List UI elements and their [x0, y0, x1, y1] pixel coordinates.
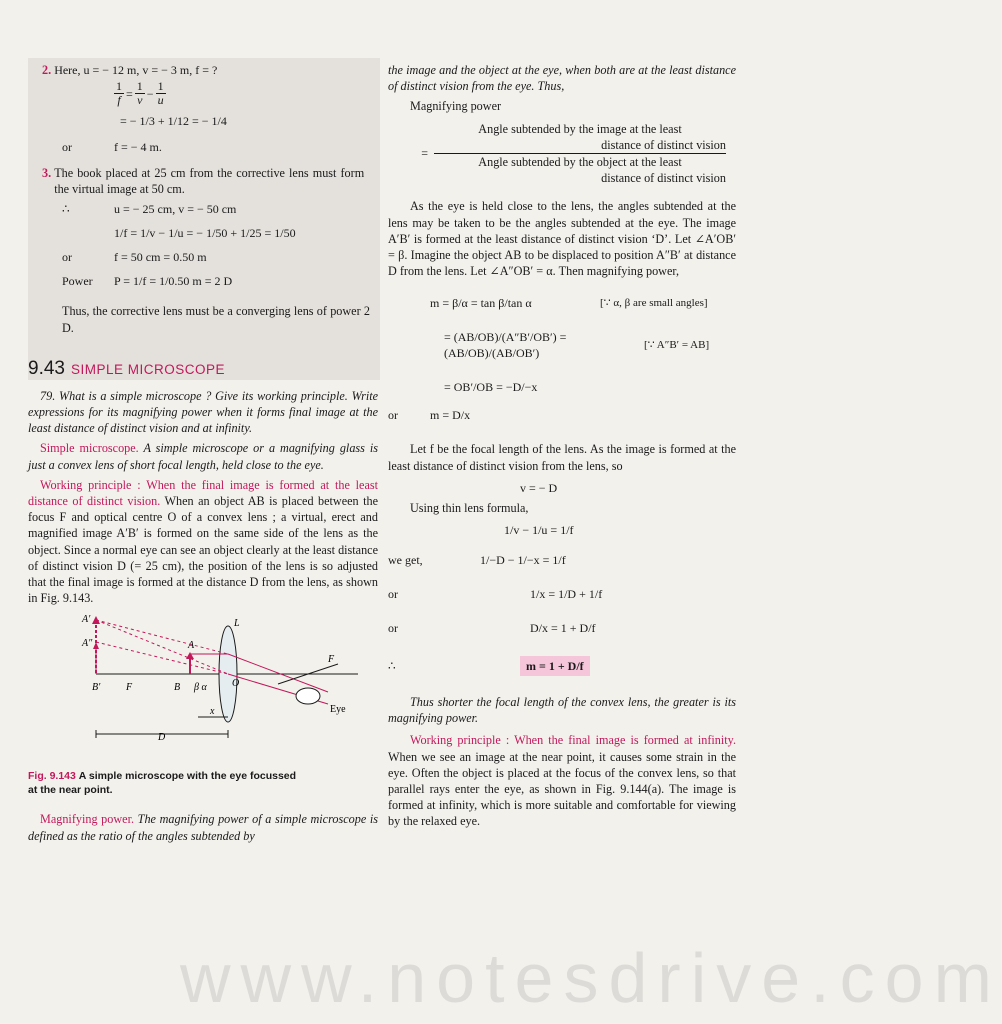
label-beta-alpha: β α	[194, 682, 207, 694]
ratio-numerator-2: distance of distinct vision	[434, 137, 726, 154]
q3-conclusion: Thus, the corrective lens must be a converging lens of power 2 D.	[62, 304, 370, 335]
label-f-right: F	[328, 654, 335, 666]
ratio-equals: =	[421, 146, 428, 161]
ratio-denominator-1: Angle subtended by the object at the least	[478, 155, 682, 170]
label-o: O	[232, 678, 240, 690]
q3-or: or	[62, 250, 72, 265]
q2-result: f = − 4 m.	[114, 140, 162, 154]
question-79: 79. What is a simple microscope ? Give its working principle. Write expressions for its magnifying power when it forms final image at the least distance of distinct vision and at infinity.	[28, 388, 378, 436]
q3-values-row	[62, 201, 378, 217]
magnifying-power-text: The magnifying power of a simple microscope is defined as the ratio of the angles subtended by	[28, 812, 378, 843]
final-row	[388, 656, 736, 676]
section-number: 9.43	[28, 357, 65, 379]
thin-lens-text: Using thin lens formula,	[410, 500, 529, 515]
figure-number: Fig. 9.143	[28, 770, 76, 783]
q2-given: Here, u = − 12 m, v = − 3 m, f = ?	[54, 63, 218, 77]
label-b: B	[174, 682, 181, 694]
q3-values: u = − 25 cm, v = − 50 cm	[114, 202, 237, 217]
object-arrowhead	[186, 652, 194, 659]
thin-lens-eq	[504, 522, 736, 538]
q3-eq-text: 1/f = 1/v − 1/u = − 1/50 + 1/25 = 1/50	[114, 226, 296, 241]
q2-v-den: v	[137, 93, 143, 107]
right-intro: the image and the object at the eye, when both are at the least distance of distinct vision from the eye. Thus,	[388, 63, 736, 94]
label-d: D	[158, 732, 166, 744]
m3-text: = OB′/OB = −D/−x	[444, 380, 538, 395]
q2-or: or	[62, 140, 72, 154]
q3-number: 3.	[42, 166, 52, 180]
q3-power: P = 1/f = 1/0.50 m = 2 D	[114, 274, 233, 289]
label-a-dprime: A″	[82, 638, 93, 650]
q3-power-row	[62, 273, 378, 289]
label-l: L	[234, 618, 240, 630]
q2-line	[42, 62, 378, 78]
or-3: or	[388, 621, 398, 636]
figure-caption	[28, 769, 298, 797]
displaced-arrowhead	[93, 642, 99, 649]
eye-paragraph: As the eye is held close to the lens, the angles subtended at the lens may be taken to be the angles subtended at the eye. The image A′B′ is formed at the least distance of distinct vision ‘D’. Let ∠A′OB′ = β. Imagine the object AB to be displaced to position A″B′ at distance D from the lens. Let ∠A″OB′ = α. Then magnifying power,	[388, 199, 736, 279]
working-principle-paragraph	[28, 477, 378, 607]
or-2: or	[388, 587, 398, 602]
figure-caption-text: A simple microscope with the eye focussed at the near point.	[28, 770, 297, 797]
or3-eq: D/x = 1 + D/f	[530, 621, 596, 636]
or3-row	[388, 620, 736, 636]
q2-v-num: 1	[136, 79, 143, 93]
label-eye: Eye	[330, 704, 346, 716]
label-b-prime: B′	[92, 682, 101, 694]
eye-icon	[296, 688, 320, 704]
q2-calc-text: = − 1/3 + 1/12 = − 1/4	[120, 114, 227, 128]
left-column	[28, 62, 378, 844]
label-f-left: F	[126, 682, 133, 694]
m-eq-3	[444, 379, 736, 395]
shorter-paragraph: Thus shorter the focal length of the convex lens, the greater is its magnifying power.	[388, 695, 736, 726]
therefore-symbol: ∴	[388, 659, 396, 674]
v-eq-text: v = − D	[520, 480, 558, 495]
watermark: www.notesdrive.com	[180, 939, 1002, 1017]
magnifying-power-paragraph	[28, 811, 378, 843]
thin-lens-label	[410, 500, 736, 516]
label-x: x	[210, 706, 215, 718]
infinity-term: Working principle : When the final image is formed at infinity.	[410, 733, 736, 748]
label-a: A	[188, 640, 195, 652]
m-eq-1	[430, 295, 736, 311]
we-get-eq: 1/−D − 1/−x = 1/f	[480, 553, 566, 568]
q3-equation	[114, 225, 378, 241]
microscope-diagram	[38, 612, 368, 762]
infinity-paragraph	[388, 732, 736, 829]
v-equation	[520, 480, 736, 496]
ratio-denominator-2: distance of distinct vision	[601, 171, 726, 186]
definition-paragraph	[28, 440, 378, 472]
or-1: or	[388, 408, 398, 423]
ray-dashed-3	[96, 620, 228, 654]
q3-f-row	[62, 249, 378, 265]
q2-f-den: f	[117, 93, 121, 107]
section-title: SIMPLE MICROSCOPE	[70, 361, 226, 377]
m2-note: [∵ A″B′ = AB]	[644, 339, 710, 352]
q2-number: 2.	[42, 63, 52, 77]
thin-eq-text: 1/v − 1/u = 1/f	[504, 523, 574, 538]
final-formula: m = 1 + D/f	[520, 656, 590, 676]
m2-text: = (AB/OB)/(A″B′/OB′) = (AB/OB)/(AB/OB′)	[444, 330, 567, 361]
or2-eq: 1/x = 1/D + 1/f	[530, 587, 603, 602]
magnifying-power-term: Magnifying power.	[40, 812, 135, 827]
working-principle-text: When an object AB is placed between the focus F and optical centre O of a convex lens ; a virtual, erect and magnified image A′B′ is formed on the same side of the lens as the object. Since a normal eye can see an object clearly at the least distance of distinct vision D (= 25 cm), the position of the lens is so adjusted that the final image is formed at the distance D from the lens, as shown in Fig. 9.143.	[28, 494, 379, 606]
ratio-fraction	[434, 121, 726, 187]
infinity-text: When we see an image at the near point, it causes some strain in the eye. Often the object is placed at the focus of the convex lens, so that parallel rays enter the eye, as shown in Fig. 9.144(a). The image is formed at infinity, which is more suitable and comfortable for viewing by the relaxed eye.	[388, 749, 736, 829]
q3-f: f = 50 cm = 0.50 m	[114, 250, 207, 265]
m1-text: m = β/α = tan β/tan α	[430, 296, 532, 311]
angle-ratio	[388, 121, 736, 187]
definition-text: A simple microscope or a magnifying glass is just a convex lens of short focal length, held close to the eye.	[28, 441, 378, 472]
q2-calculation	[120, 113, 378, 129]
q2-u-den: u	[157, 93, 164, 107]
definition-term: Simple microscope.	[40, 441, 139, 456]
m4-text: m = D/x	[430, 408, 471, 423]
q2-lens-formula: $\frac{1}{f}$ = $\frac{1}{v}$ − $\frac{1}{u}$	[116, 79, 164, 107]
m-eq-4	[388, 407, 736, 423]
q3-therefore: ∴	[62, 202, 70, 217]
q3-power-label: Power	[62, 274, 93, 289]
q3-text: The book placed at 25 cm from the corrective lens must form the virtual image at 50 cm.	[54, 166, 365, 197]
q2-f-num: 1	[116, 79, 122, 93]
right-column	[388, 62, 736, 830]
section-heading	[28, 358, 378, 380]
q2-result-row	[62, 139, 378, 155]
m1-note: [∵ α, β are small angles]	[600, 297, 708, 310]
let-paragraph: Let f be the focal length of the lens. As the image is formed at the least distance of distinct vision from the lens, so	[388, 442, 736, 473]
we-get-label: we get,	[388, 553, 423, 568]
ratio-numerator-1: Angle subtended by the image at the least	[478, 121, 682, 136]
q3-line	[42, 165, 378, 197]
we-get-row	[388, 552, 736, 568]
or2-row	[388, 586, 736, 602]
ray-refracted	[228, 654, 328, 692]
q2-u-num: 1	[157, 79, 164, 93]
ray-dashed-2	[96, 642, 228, 674]
working-principle-term: Working principle : When the final image is formed at the least distance of distinct vision.	[28, 477, 378, 509]
magnifying-power-label: Magnifying power	[410, 99, 502, 114]
label-a-prime: A′	[82, 614, 91, 626]
m-eq-2	[444, 329, 736, 361]
